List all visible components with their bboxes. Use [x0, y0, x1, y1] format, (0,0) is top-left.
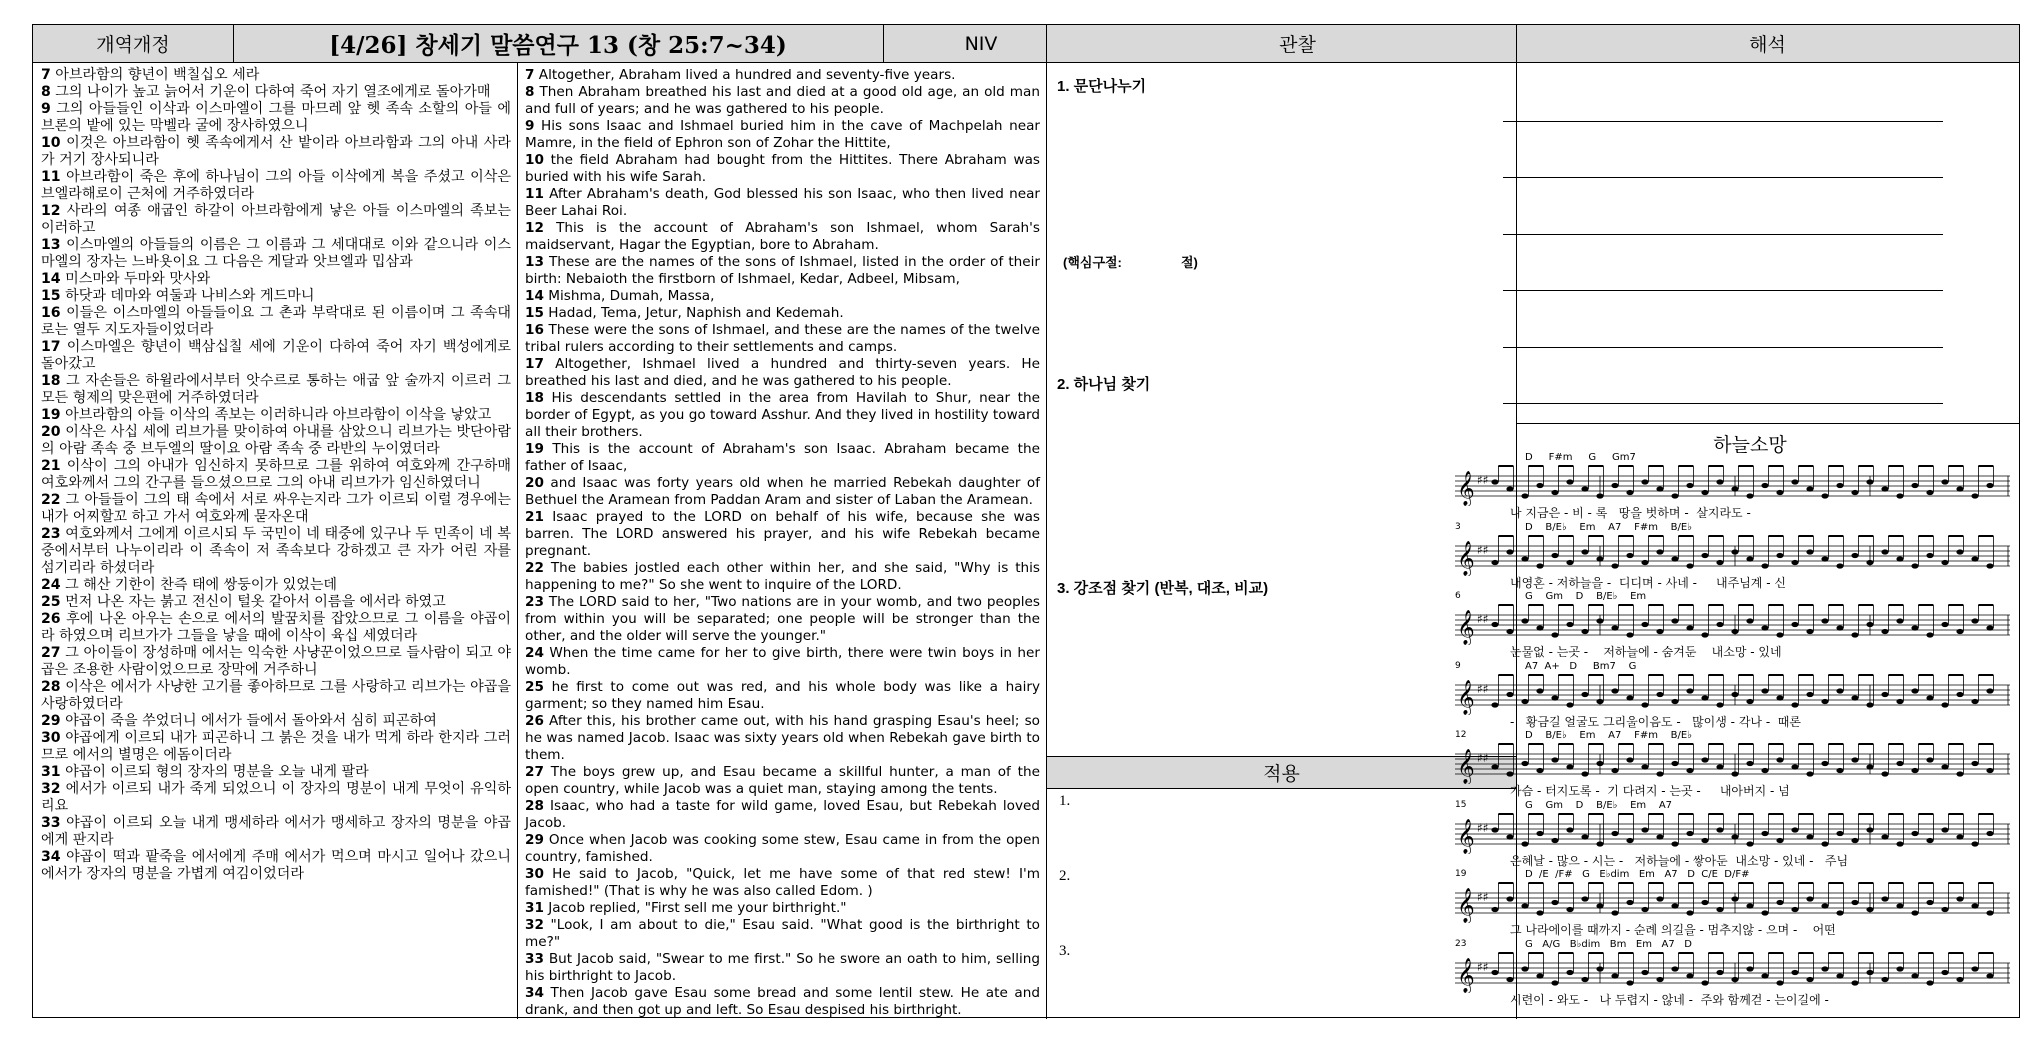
svg-text:♯♯: ♯♯: [1477, 681, 1489, 696]
verse-number: 20: [41, 424, 61, 440]
verse: [41, 645, 511, 679]
verse-text: His sons Isaac and Ishmael buried him in the cave of Machpelah near Mamre, in the field of Ephron son of Zohar the Hittite,: [525, 118, 1040, 151]
verse-number: 32: [525, 917, 544, 933]
verse-text: 아브라함의 향년이 백칠십오 세라: [50, 67, 260, 83]
music-system: [1455, 730, 2010, 800]
verse-number: 10: [41, 135, 61, 151]
music-system: [1455, 452, 2010, 522]
verse-text: 이스마엘은 향년이 백삼십칠 세에 기운이 다하여 죽어 자기 백성에게로 돌아갔고: [41, 339, 511, 372]
application-label: 적용: [1263, 763, 1300, 785]
verse: [41, 492, 511, 526]
korean-text-column: [33, 63, 517, 1019]
staff-lines: [1455, 462, 2010, 506]
chord-symbols: G A/G B♭dim Bm Em A7 D: [1525, 938, 1692, 950]
svg-text:♯♯: ♯♯: [1477, 751, 1489, 765]
header-observation: [1079, 25, 1516, 63]
verse-number: 28: [41, 679, 61, 695]
verse: [525, 900, 1040, 917]
measure-number: 12: [1455, 730, 1467, 740]
verse-text: and Isaac was forty years old when he married Rebekah daughter of Bethuel the Aramean from Paddan Aram and sister of Laban the Aramean.: [525, 475, 1040, 508]
verse-number: 26: [525, 713, 544, 729]
verse-text: The boys grew up, and Esau became a skillful hunter, a man of the open country, while Jacob was a quiet man, staying among the tents.: [525, 764, 1040, 797]
lyric-line: 그 나라에이를 때까지 - 순례 의길을 - 멈추지않 - 으며 - 어떤: [1510, 923, 1836, 937]
verse-text: Once when Jacob was cooking some stew, Esau came in from the open country, famished.: [525, 832, 1040, 865]
music-title: 하늘소망: [1713, 434, 1787, 456]
treble-clef-icon: 𝄞: [1457, 749, 1475, 784]
verse-number: 31: [525, 900, 544, 916]
verse: [525, 645, 1040, 679]
verse-number: 27: [525, 764, 544, 780]
verse-text: 먼저 나온 자는 붉고 전신이 털옷 같아서 이름을 에서라 하였고: [60, 594, 446, 610]
header-niv: [883, 25, 1079, 63]
verse-text: 야곱이 이르되 오늘 내게 맹세하라 에서가 맹세하고 장자의 명분을 야곱에게 판지라: [41, 815, 511, 848]
verse-number: 13: [41, 237, 61, 253]
verse: [41, 169, 511, 203]
observation-item-emphasis: 3. 강조점 찾기 (반복, 대조, 비교): [1057, 580, 1269, 597]
verse: [41, 101, 511, 135]
verse-number: 18: [525, 390, 544, 406]
verse-text: he first to come out was red, and his whole body was like a hairy garment; so they named him Esau.: [525, 679, 1040, 712]
interpretation-divider: [1516, 423, 2019, 424]
writing-line: [1503, 234, 1943, 235]
verse: [41, 407, 511, 424]
verse: [525, 441, 1040, 475]
verse: [41, 815, 511, 849]
music-system: [1455, 521, 2010, 592]
verse: [41, 526, 511, 577]
verse-text: 에서가 이르되 내가 죽게 되었으니 이 장자의 명분이 내게 무엇이 유익하리요: [41, 781, 511, 814]
verse: [41, 781, 511, 815]
verse-number: 34: [41, 849, 61, 865]
writing-line: [1503, 121, 1943, 122]
application-item-2: 2.: [1059, 868, 1071, 884]
verse: [525, 713, 1040, 764]
application-item-3: 3.: [1059, 943, 1071, 959]
verse-text: 그 아들들이 그의 태 속에서 서로 싸우는지라 그가 이르되 이럴 경우에는 내가 어찌할꼬 하고 가서 여호와께 묻자온대: [41, 492, 511, 525]
verse-text: These are the names of the sons of Ishmael, listed in the order of their birth: Nebaioth the firstborn of Ishmael, Kedar, Adbeel, Mibsam,: [525, 254, 1040, 287]
verse-number: 24: [41, 577, 61, 593]
verse-number: 32: [41, 781, 61, 797]
verse-number: 30: [41, 730, 61, 746]
verse-text: 야곱이 죽을 쑤었더니 에서가 들에서 돌아와서 심히 피곤하여: [60, 713, 437, 729]
chord-symbols: G Gm D B/E♭ Em: [1525, 591, 1647, 602]
verse-number: 14: [41, 271, 61, 287]
treble-clef-icon: 𝄞: [1457, 888, 1475, 923]
verse-number: 29: [41, 713, 61, 729]
verse-text: 이삭이 그의 아내가 임신하지 못하므로 그를 위하여 여호와께 간구하매 여호와께서 그의 간구를 들으셨으므로 그의 아내 리브가가 임신하였더니: [41, 458, 511, 491]
verse-text: 그 아이들이 장성하매 에서는 익숙한 사냥꾼이었으므로 들사람이 되고 야곱은 조용한 사람이었으므로 장막에 거주하니: [41, 645, 511, 678]
verse: [525, 390, 1040, 441]
verse-number: 33: [525, 951, 544, 967]
svg-text:♯♯: ♯♯: [1477, 473, 1489, 487]
svg-text:♯♯: ♯♯: [1477, 890, 1489, 904]
verse-number: 17: [41, 339, 61, 355]
verse-text: After this, his brother came out, with his hand grasping Esau's heel; so he was named Jacob. Isaac was sixty years old when Rebekah gave birth to them.: [525, 713, 1040, 763]
verse: [525, 866, 1040, 900]
verse-text: 야곱에게 이르되 내가 피곤하니 그 붉은 것을 내가 먹게 하라 한지라 그러므로 에서의 별명은 에돔이더라: [41, 730, 511, 763]
verse-number: 7: [525, 67, 535, 83]
verse: [41, 203, 511, 237]
verse: [41, 305, 511, 339]
staff-lines: [1455, 879, 2010, 923]
verse-text: But Jacob said, "Swear to me first." So he swore an oath to him, selling his birthright to Jacob.: [525, 951, 1040, 984]
verse: [525, 832, 1040, 866]
staff-lines: [1455, 949, 2010, 993]
verse-number: 15: [525, 305, 544, 321]
verse: [525, 594, 1040, 645]
observation-item-god: 2. 하나님 찾기: [1057, 376, 1151, 393]
verse-text: 이들은 이스마엘의 아들들이요 그 촌과 부락대로 된 이름이며 그 족속대로는 열두 지도자들이었더라: [41, 305, 511, 338]
verse-number: 11: [41, 169, 61, 185]
verse-text: Hadad, Tema, Jetur, Naphish and Kedemah.: [543, 305, 844, 321]
music-system: [1455, 660, 2010, 731]
treble-clef-icon: 𝄞: [1457, 610, 1475, 645]
verse: [41, 67, 511, 84]
lyric-line: 시련이 - 와도 - 나 두렵지 - 않네 - 주와 함께걷 - 는이길에 -: [1510, 992, 1829, 1007]
observation-label: 관찰: [1279, 34, 1316, 56]
verse: [525, 220, 1040, 254]
staff-lines: [1455, 601, 2010, 645]
divider: [1046, 25, 1047, 1019]
verse-number: 26: [41, 611, 61, 627]
divider: [1516, 25, 1517, 1019]
verse-text: Then Jacob gave Esau some bread and some lentil stew. He ate and drank, and then got up and left. So Esau despised his birthright.: [525, 985, 1040, 1018]
page-title: [4/26] 창세기 말씀연구 13 (창 25:7~34): [329, 32, 787, 59]
interpretation-label: 해석: [1749, 34, 1786, 56]
verse: [41, 611, 511, 645]
verse-text: 그의 나이가 높고 늙어서 기운이 다하여 죽어 자기 열조에게로 돌아가매: [50, 84, 491, 100]
verse-number: 9: [525, 118, 535, 134]
chord-symbols: A7 A+ D Bm7 G: [1525, 660, 1637, 672]
verse: [525, 84, 1040, 118]
verse: [525, 186, 1040, 220]
verse-text: 아브라함의 아들 이삭의 족보는 이러하니라 아브라함이 이삭을 낳았고: [60, 407, 492, 423]
treble-clef-icon: 𝄞: [1457, 818, 1475, 854]
verse: [41, 577, 511, 594]
verse: [525, 509, 1040, 560]
verse-number: 16: [525, 322, 544, 338]
lyric-line: 내영혼 - 저하늘을 - 디디며 - 사네 - 내주님계 - 신: [1510, 575, 1786, 590]
lyric-line: 나 지금은 - 비 - 록 땅을 벗하며 - 살지라도 -: [1510, 506, 1751, 520]
verse-number: 11: [525, 186, 544, 202]
treble-clef-icon: 𝄞: [1457, 540, 1475, 576]
verse-number: 25: [525, 679, 544, 695]
verse: [41, 424, 511, 458]
verse-text: Isaac, who had a taste for wild game, loved Esau, but Rebekah loved Jacob.: [525, 798, 1040, 831]
verse-number: 17: [525, 356, 544, 372]
verse: [525, 985, 1040, 1019]
niv-label: NIV: [964, 32, 998, 55]
verse: [525, 254, 1040, 288]
application-header: [1047, 756, 1516, 789]
svg-text:♯♯: ♯♯: [1477, 612, 1489, 626]
verse-number: 33: [41, 815, 61, 831]
verse: [41, 373, 511, 407]
verse: [525, 560, 1040, 594]
verse: [41, 849, 511, 883]
verse: [525, 322, 1040, 356]
verse-number: 16: [41, 305, 61, 321]
header-interpretation: [1516, 25, 2019, 63]
verse: [41, 713, 511, 730]
verse-number: 13: [525, 254, 544, 270]
verse: [41, 84, 511, 101]
verse-text: 이삭은 에서가 사냥한 고기를 좋아하므로 그를 사랑하고 리브가는 야곱을 사랑하였더라: [41, 679, 511, 712]
verse: [41, 288, 511, 305]
verse: [525, 356, 1040, 390]
verse: [525, 67, 1040, 84]
verse-text: 아브라함이 죽은 후에 하나님이 그의 아들 이삭에게 복을 주셨고 이삭은 브엘라해로이 근처에 거주하였더라: [41, 169, 511, 202]
verse: [525, 951, 1040, 985]
niv-text-column: [518, 63, 1046, 1019]
lyric-line: - 황금길 얼굴도 그리울이음도 - 많이생 - 각나 - 때론: [1510, 714, 1801, 729]
verse: [41, 679, 511, 713]
verse-number: 19: [525, 441, 544, 457]
verse-text: 야곱이 떡과 팥죽을 에서에게 주매 에서가 먹으며 마시고 일어나 갔으니 에서가 장자의 명분을 가볍게 여김이었더라: [41, 849, 511, 882]
verse: [525, 288, 1040, 305]
verse-number: 12: [525, 220, 544, 236]
verse-number: 9: [41, 101, 51, 117]
svg-text:♯♯: ♯♯: [1477, 542, 1489, 557]
verse-number: 8: [525, 84, 535, 100]
measure-number: 6: [1455, 591, 1461, 601]
verse: [41, 594, 511, 611]
verse-text: the field Abraham had bought from the Hittites. There Abraham was buried with his wife Sarah.: [525, 152, 1040, 185]
verse-text: The babies jostled each other within her, and she said, "Why is this happening to me?" So she went to inquire of the LORD.: [525, 560, 1040, 593]
svg-text:♯♯: ♯♯: [1477, 820, 1489, 835]
verse-number: 8: [41, 84, 51, 100]
chord-symbols: D B/E♭ Em A7 F#m B/E♭: [1525, 730, 1692, 741]
staff-lines: [1455, 532, 2010, 576]
verse-text: 여호와께서 그에게 이르시되 두 국민이 네 태중에 있구나 두 민족이 네 복중에서부터 나누이리라 이 족속이 저 족속보다 강하겠고 큰 자가 어린 자를 섬기리라 하셨더라: [41, 526, 511, 576]
lyric-line: 은혜날 - 많으 - 시는 - 저하늘에 - 쌓아둔 내소망 - 있네 - 주님: [1510, 853, 1849, 868]
verse-text: He said to Jacob, "Quick, let me have some of that red stew! I'm famished!" (That is why he was also called Edom. ): [525, 866, 1040, 899]
treble-clef-icon: 𝄞: [1457, 471, 1475, 506]
staff-lines: [1455, 740, 2010, 784]
music-system: [1455, 869, 2010, 939]
verse-text: This is the account of Abraham's son Isaac. Abraham became the father of Isaac,: [525, 441, 1040, 474]
verse: [41, 458, 511, 492]
verse-text: Jacob replied, "First sell me your birthright.": [543, 900, 847, 916]
verse-text: 후에 나온 아우는 손으로 에서의 발꿈치를 잡았으므로 그 이름을 야곱이라 하였으며 리브가가 그들을 낳을 때에 이삭이 육십 세였더라: [41, 611, 511, 644]
verse-number: 15: [41, 288, 61, 304]
verse-text: Isaac prayed to the LORD on behalf of his wife, because she was barren. The LORD answered his prayer, and his wife Rebekah became pregnant.: [525, 509, 1040, 559]
verse: [41, 271, 511, 288]
lyric-line: 가슴 - 터지도록 - 기 다려지 - 는곳 - 내아버지 - 넘: [1510, 784, 1790, 798]
verse-text: 사라의 여종 애굽인 하갈이 아브라함에게 낳은 아들 이스마엘의 족보는 이러하고: [41, 203, 511, 236]
verse: [525, 475, 1040, 509]
divider: [233, 25, 234, 63]
lyric-line: 눈물없 - 는곳 - 저하늘에 - 숨겨둔 내소망 - 있네: [1510, 645, 1782, 659]
verse-text: 미스마와 두마와 맛사와: [60, 271, 211, 287]
verse-text: "Look, I am about to die," Esau said. "What good is the birthright to me?": [525, 917, 1040, 950]
writing-line: [1503, 403, 1943, 404]
verse: [41, 339, 511, 373]
verse-number: 19: [41, 407, 61, 423]
core-verse-label: (핵심구절:: [1063, 255, 1122, 270]
verse-text: Then Abraham breathed his last and died at a good old age, an old man and full of years; and he was gathered to his people.: [525, 84, 1040, 117]
verse-text: 이스마엘의 아들들의 이름은 그 이름과 그 세대대로 이와 같으니라 이스마엘의 장자는 느바욧이요 그 다음은 게달과 앗브엘과 밉삼과: [41, 237, 511, 270]
measure-number: 19: [1455, 869, 1467, 879]
verse-text: The LORD said to her, "Two nations are in your womb, and two peoples from within you will be separated; one people will be stronger than the other, and the older will serve the younger.": [525, 594, 1040, 644]
chord-symbols: D /E /F# G E♭dim Em A7 D C/E D/F#: [1525, 869, 1750, 880]
verse: [41, 764, 511, 781]
verse-number: 30: [525, 866, 544, 882]
writing-line: [1503, 177, 1943, 178]
staff-lines: [1455, 810, 2010, 854]
verse-text: Altogether, Ishmael lived a hundred and thirty-seven years. He breathed his last and died, and he was gathered to his people.: [525, 356, 1040, 389]
verse: [525, 152, 1040, 186]
verse: [525, 917, 1040, 951]
verse-number: 14: [525, 288, 544, 304]
chord-symbols: D B/E♭ Em A7 F#m B/E♭: [1525, 521, 1692, 533]
chord-symbols: G Gm D B/E♭ Em A7: [1525, 799, 1673, 811]
verse: [525, 305, 1040, 322]
chord-symbols: D F#m G Gm7: [1525, 452, 1636, 463]
treble-clef-icon: 𝄞: [1457, 679, 1475, 715]
measure-number: 23: [1455, 938, 1467, 949]
divider: [883, 25, 884, 63]
writing-line: [1503, 347, 1943, 348]
verse-number: 21: [41, 458, 61, 474]
verse-number: 22: [41, 492, 61, 508]
header-title: [233, 25, 883, 63]
measure-number: 15: [1455, 799, 1467, 810]
verse-text: Altogether, Abraham lived a hundred and seventy-five years.: [534, 67, 956, 83]
verse-text: 이삭은 사십 세에 리브가를 맞이하여 아내를 삼았으니 리브가는 밧단아람의 아람 족속 중 브두엘의 딸이요 아람 족속 중 라반의 누이였더라: [41, 424, 511, 457]
verse: [525, 798, 1040, 832]
header-version: [33, 25, 233, 63]
verse-text: 하닷과 데마와 여둘과 나비스와 게드마니: [60, 288, 315, 304]
verse-number: 21: [525, 509, 544, 525]
music-system: [1455, 799, 2010, 870]
observation-item-paragraph: 1. 문단나누기: [1057, 78, 1147, 95]
verse: [41, 237, 511, 271]
music-system: [1455, 938, 2010, 1009]
verse-text: 그의 아들들인 이삭과 이스마엘이 그를 마므레 앞 헷 족속 소할의 아들 에브론의 밭에 있는 막벨라 굴에 장사하였으니: [41, 101, 511, 134]
verse-text: These were the sons of Ishmael, and these are the names of the twelve tribal rulers according to their settlements and camps.: [525, 322, 1040, 355]
verse-number: 10: [525, 152, 544, 168]
verse-number: 12: [41, 203, 61, 219]
core-verse-end: 절): [1181, 255, 1198, 270]
verse-number: 24: [525, 645, 544, 661]
verse-number: 23: [41, 526, 61, 542]
treble-clef-icon: 𝄞: [1457, 957, 1475, 993]
verse: [525, 764, 1040, 798]
verse: [41, 135, 511, 169]
verse-number: 20: [525, 475, 544, 491]
verse-text: 그 해산 기한이 찬즉 태에 쌍둥이가 있었는데: [60, 577, 338, 593]
verse: [525, 118, 1040, 152]
verse: [41, 730, 511, 764]
verse-text: 그 자손들은 하윌라에서부터 앗수르로 통하는 애굽 앞 술까지 이르러 그 모든 형제의 맞은편에 거주하였더라: [41, 373, 511, 406]
application-item-1: 1.: [1059, 793, 1071, 809]
verse-number: 29: [525, 832, 544, 848]
verse-number: 34: [525, 985, 544, 1001]
verse-number: 31: [41, 764, 61, 780]
verse-number: 28: [525, 798, 544, 814]
verse-text: After Abraham's death, God blessed his son Isaac, who then lived near Beer Lahai Roi.: [525, 186, 1040, 219]
verse-text: 이것은 아브라함이 헷 족속에게서 산 밭이라 아브라함과 그의 아내 사라가 거기 장사되니라: [41, 135, 511, 168]
verse-number: 22: [525, 560, 544, 576]
verse-text: His descendants settled in the area from Havilah to Shur, near the border of Egypt, as you go toward Asshur. And they lived in hostility toward all their brothers.: [525, 390, 1040, 440]
music-system: [1455, 591, 2010, 661]
verse-number: 18: [41, 373, 61, 389]
verse-number: 7: [41, 67, 51, 83]
verse-number: 27: [41, 645, 61, 661]
verse: [525, 679, 1040, 713]
verse-number: 23: [525, 594, 544, 610]
verse-text: When the time came for her to give birth, there were twin boys in her womb.: [525, 645, 1040, 678]
svg-text:♯♯: ♯♯: [1477, 959, 1489, 974]
staff-lines: [1455, 671, 2010, 715]
verse-text: This is the account of Abraham's son Ishmael, whom Sarah's maidservant, Hagar the Egyptian, bore to Abraham.: [525, 220, 1040, 253]
version-label: 개역개정: [96, 34, 170, 56]
measure-number: 9: [1455, 660, 1461, 671]
verse-text: 야곱이 이르되 형의 장자의 명분을 오늘 내게 팔라: [60, 764, 369, 780]
verse-number: 25: [41, 594, 61, 610]
measure-number: 3: [1455, 521, 1461, 532]
writing-line: [1503, 290, 1943, 291]
verse-text: Mishma, Dumah, Massa,: [543, 288, 715, 304]
